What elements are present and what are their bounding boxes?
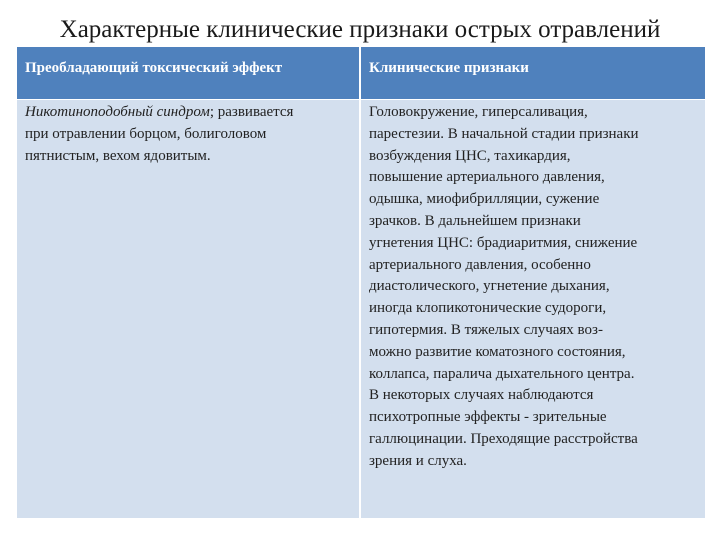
signs-line: Головокружение, гиперсаливация, — [369, 104, 588, 120]
effect-line: пятнистым, вехом ядовитым. — [25, 147, 211, 164]
signs-table — [17, 47, 705, 518]
signs-line: зрения и слуха. — [369, 452, 467, 469]
signs-line: можно развитие коматозного состояния, — [369, 343, 626, 360]
table-header-row — [17, 47, 705, 99]
effect-line: при отравлении борцом, болиголовом — [25, 125, 267, 142]
syndrome-suffix: ; развивается — [209, 104, 294, 120]
header-toxic-effect: Преобладающий токсический эффект — [17, 47, 359, 99]
signs-line: В некоторых случаях наблюдаются — [369, 387, 594, 404]
syndrome-name: Никотиноподобный синдром — [25, 104, 210, 120]
signs-line: гипотермия. В тяжелых случаях воз- — [369, 321, 603, 338]
effect-first-line — [25, 102, 351, 124]
table-row — [17, 100, 705, 518]
signs-line: галлюцинации. Преходящие расстройства — [369, 430, 638, 447]
signs-line: одышка, миофибрилляции, сужение — [369, 191, 600, 208]
signs-line: зрачков. В дальнейшем признаки — [369, 212, 581, 229]
signs-line: возбуждения ЦНС, тахикардия, — [369, 147, 571, 164]
signs-line: парестезии. В начальной стадии признаки — [369, 125, 639, 142]
clinical-signs-cell — [361, 100, 705, 518]
header-clinical-signs: Клинические признаки — [361, 47, 705, 99]
signs-line: диастолического, угнетение дыхания, — [369, 278, 610, 295]
slide-title: Характерные клинические признаки острых отравлений — [59, 16, 661, 43]
signs-line: психотропные эффекты - зрительные — [369, 409, 607, 426]
signs-line: коллапса, паралича дыхательного центра. — [369, 365, 635, 382]
signs-line: артериального давления, особенно — [369, 256, 591, 273]
signs-line: угнетения ЦНС: брадиаритмия, снижение — [369, 234, 638, 251]
signs-line: иногда клопикотонические судороги, — [369, 300, 607, 317]
toxic-effect-cell — [17, 100, 359, 518]
signs-line: повышение артериального давления, — [369, 169, 605, 186]
